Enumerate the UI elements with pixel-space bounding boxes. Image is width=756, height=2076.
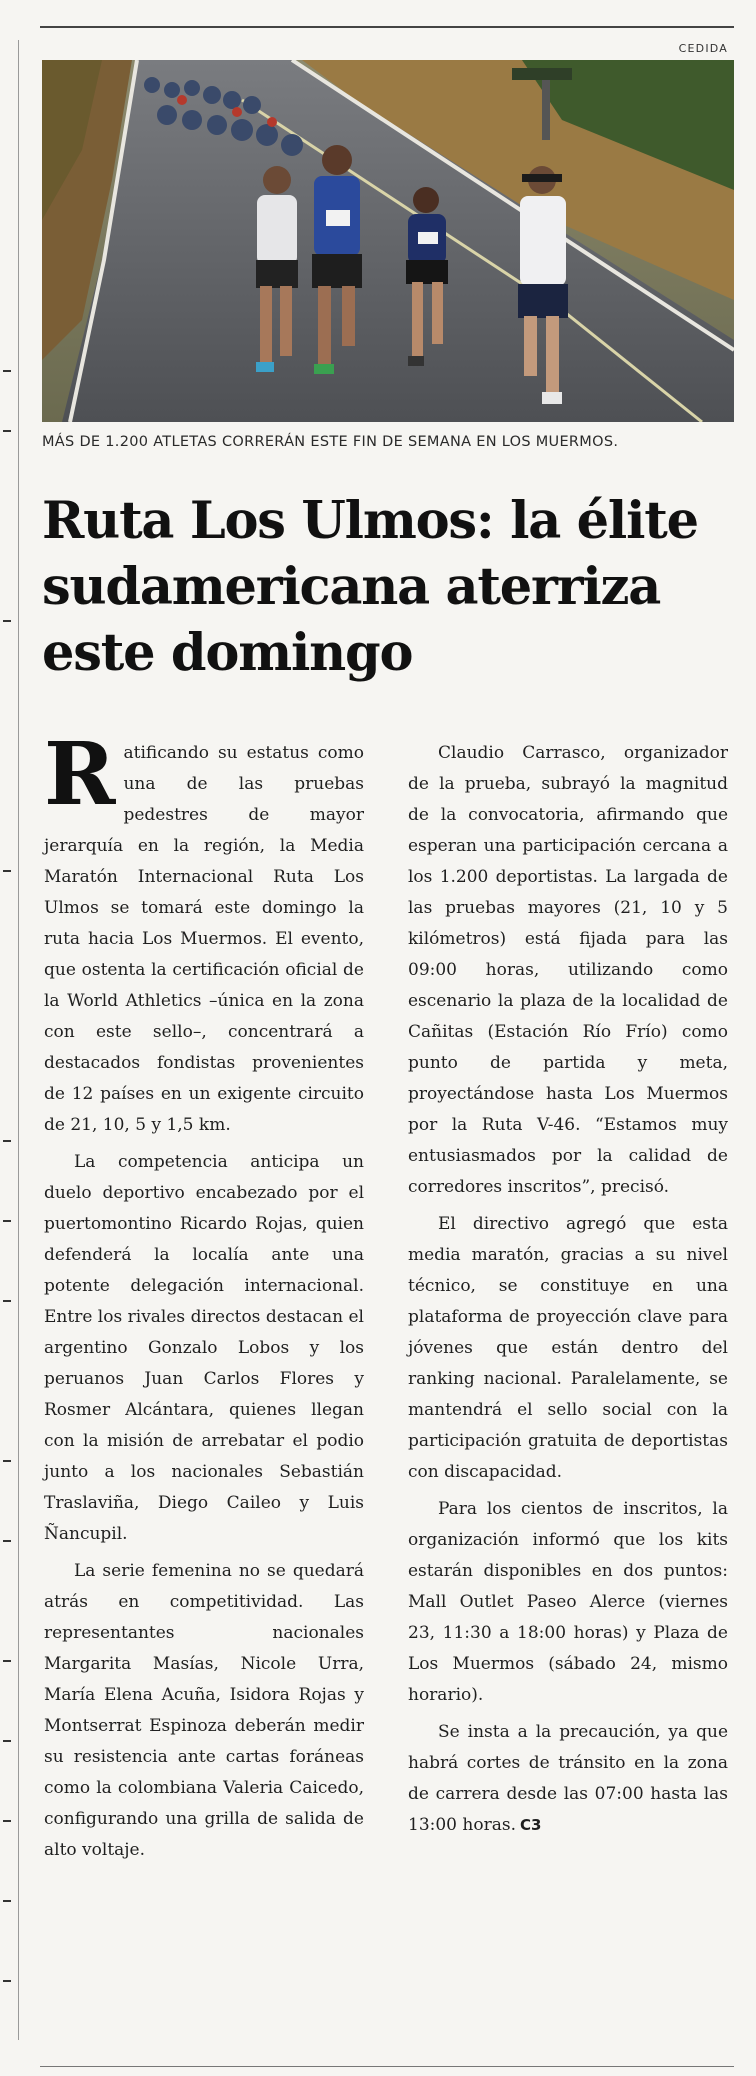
photo-credit: CEDIDA	[678, 42, 728, 55]
photo-caption: MÁS DE 1.200 ATLETAS CORRERÁN ESTE FIN DE SEMANA EN LOS MUERMOS.	[42, 434, 619, 450]
article-paragraph: Ratificando su estatus como una de las pruebas pedestres de mayor jerarquía en la región, la Media Maratón Internacional Ruta Los Ulmos se tomará este domingo la ruta hacia Los Muermos. El evento, que ostenta la certificación oficial de la World Athletics –única en la zona con este sello–, concentrará a destacados fondistas provenientes de 12 países en un exigente circuito de 21, 10, 5 y 1,5 km.	[44, 724, 364, 1135]
article-headline: Ruta Los Ulmos: la élite sudamericana aterriza este domingo	[42, 491, 698, 683]
article-column-left	[44, 724, 364, 1872]
dropcap: R	[44, 724, 116, 825]
article-paragraph: La competencia anticipa un duelo deportivo encabezado por el puertomontino Ricardo Rojas, quien defenderá la localía ante una potente delegación internacional. Entre los rivales directos destacan el argentino Gonzalo Lobos y los peruanos Juan Carlos Flores y Rosmer Alcántara, quienes llegan con la misión de arrebatar el podio junto a los nacionales Sebastián Traslaviña, Diego Caileo y Luis Ñancupil.	[44, 1152, 364, 1544]
article-paragraph: Para los cientos de inscritos, la organización informó que los kits estarán disponibles en dos puntos: Mall Outlet Paseo Alerce (viernes 23, 11:30 a 18:00 horas) y Plaza de Los Muermos (sábado 24, mismo horario).	[408, 1499, 728, 1705]
runners-photo	[42, 60, 734, 422]
article-column-right	[408, 738, 728, 1847]
article-paragraph: Se insta a la precaución, ya que habrá cortes de tránsito en la zona de carrera desde las 07:00 hasta las 13:00 horas. C3	[408, 1722, 728, 1835]
article-paragraph: El directivo agregó que esta media maratón, gracias a su nivel técnico, se constituye en una plataforma de proyección clave para jóvenes que están dentro del ranking nacional. Paralelamente, se mantendrá el sello social con la participación gratuita de deportistas con discapacidad.	[408, 1214, 728, 1482]
article-paragraph: Claudio Carrasco, organizador de la prueba, subrayó la magnitud de la convocatoria, afirmando que esperan una participación cercana a los 1.200 deportistas. La largada de las pruebas mayores (21, 10 y 5 kilómetros) está fijada para las 09:00 horas, utilizando como escenario la plaza de la localidad de Cañitas (Estación Río Frío) como punto de partida y meta, proyectándose hasta Los Muermos por la Ruta V-46. “Estamos muy entusiasmados por la calidad de corredores inscritos”, precisó.	[408, 743, 728, 1197]
adjacent-column-edge	[0, 40, 19, 2040]
end-mark-icon: C3	[519, 1816, 542, 1834]
top-rule	[40, 26, 734, 28]
article-paragraph: La serie femenina no se quedará atrás en competitividad. Las representantes nacionales Margarita Masías, Nicole Urra, María Elena Acuña, Isidora Rojas y Montserrat Espinoza deberán medir su resistencia ante cartas foráneas como la colombiana Valeria Caicedo, configurando una grilla de salida de alto voltaje.	[44, 1561, 364, 1860]
bottom-rule	[40, 2066, 734, 2067]
